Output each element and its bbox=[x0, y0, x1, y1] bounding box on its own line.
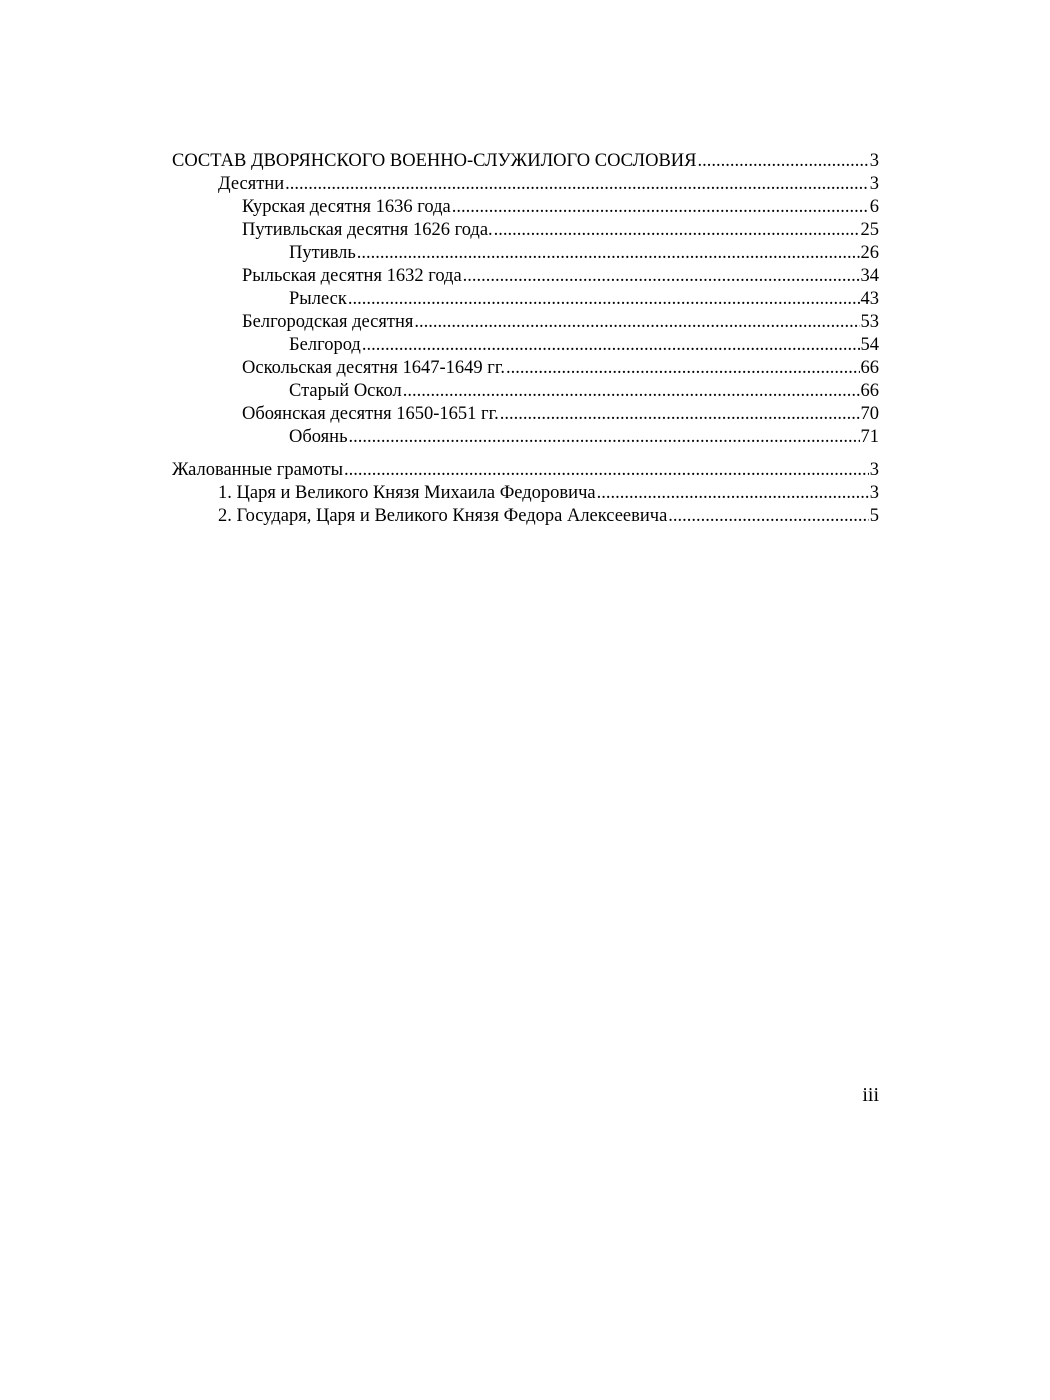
toc-entry-title: Обоянская десятня 1650-1651 гг. bbox=[242, 404, 499, 424]
toc-entry[interactable] bbox=[172, 334, 879, 357]
toc-leader-dots bbox=[452, 196, 869, 219]
toc-leader-dots bbox=[668, 505, 868, 528]
toc-entry-page: 25 bbox=[860, 220, 879, 240]
toc-leader-dots bbox=[344, 459, 869, 482]
toc-entry-page: 34 bbox=[860, 266, 879, 286]
toc-leader-dots bbox=[285, 173, 869, 196]
toc-entry-page: 3 bbox=[869, 483, 879, 503]
toc-entry-page: 43 bbox=[860, 289, 879, 309]
toc-entry[interactable] bbox=[172, 403, 879, 426]
toc-leader-dots bbox=[494, 219, 860, 242]
toc-entry[interactable] bbox=[172, 265, 879, 288]
toc-leader-dots bbox=[357, 242, 860, 265]
toc-entry[interactable] bbox=[172, 380, 879, 403]
toc-entry-title: 1. Царя и Великого Князя Михаила Федоровича bbox=[218, 483, 596, 503]
toc-entry[interactable] bbox=[172, 505, 879, 528]
toc-entry[interactable] bbox=[172, 196, 879, 219]
toc-leader-dots bbox=[362, 334, 860, 357]
toc-entry[interactable] bbox=[172, 426, 879, 449]
toc-leader-dots bbox=[403, 380, 860, 403]
toc-leader-dots bbox=[414, 311, 859, 334]
toc-entry-title: Путивль bbox=[289, 243, 356, 263]
toc-entry-page: 3 bbox=[869, 174, 879, 194]
toc-entry-page: 53 bbox=[860, 312, 879, 332]
toc-entry-page: 26 bbox=[860, 243, 879, 263]
toc-entry-page: 70 bbox=[860, 404, 879, 424]
toc-leader-dots bbox=[597, 482, 869, 505]
table-of-contents bbox=[172, 150, 879, 528]
toc-entry-title: Старый Оскол bbox=[289, 381, 402, 401]
toc-entry[interactable] bbox=[172, 150, 879, 173]
toc-leader-dots bbox=[500, 403, 860, 426]
toc-entry-title: Курская десятня 1636 года bbox=[242, 197, 451, 217]
toc-entry-title: Путивльская десятня 1626 года. bbox=[242, 220, 493, 240]
toc-entry-title: Обоянь bbox=[289, 427, 348, 447]
toc-entry-title: Белгород bbox=[289, 335, 361, 355]
toc-entry-title: Белгородская десятня bbox=[242, 312, 414, 332]
toc-leader-dots bbox=[348, 288, 860, 311]
toc-entry[interactable] bbox=[172, 357, 879, 380]
toc-leader-dots bbox=[506, 357, 860, 380]
toc-entry[interactable] bbox=[172, 173, 879, 196]
toc-leader-dots bbox=[349, 426, 860, 449]
toc-leader-dots bbox=[463, 265, 860, 288]
toc-entry-page: 54 bbox=[860, 335, 879, 355]
toc-entry-title: Оскольская десятня 1647-1649 гг. bbox=[242, 358, 505, 378]
toc-entry-page: 71 bbox=[860, 427, 879, 447]
toc-entry[interactable] bbox=[172, 482, 879, 505]
toc-entry-title: Рылеск bbox=[289, 289, 347, 309]
toc-entry[interactable] bbox=[172, 459, 879, 482]
toc-leader-dots bbox=[698, 150, 869, 173]
toc-entry-page: 3 bbox=[869, 460, 879, 480]
toc-entry[interactable] bbox=[172, 288, 879, 311]
toc-entry-page: 5 bbox=[869, 506, 879, 526]
toc-entry-title: Жалованные грамоты bbox=[172, 460, 344, 480]
toc-entry-title: СОСТАВ ДВОРЯНСКОГО ВОЕННО-СЛУЖИЛОГО СОСЛОВИЯ bbox=[172, 151, 697, 171]
page-number: iii bbox=[862, 1084, 879, 1106]
toc-entry[interactable] bbox=[172, 219, 879, 242]
toc-entry[interactable] bbox=[172, 242, 879, 265]
toc-entry-title: Рыльская десятня 1632 года bbox=[242, 266, 462, 286]
toc-entry-page: 66 bbox=[860, 381, 879, 401]
toc-entry-page: 6 bbox=[869, 197, 879, 217]
toc-entry-page: 3 bbox=[869, 151, 879, 171]
toc-entry-page: 66 bbox=[860, 358, 879, 378]
toc-entry-title: 2. Государя, Царя и Великого Князя Федора Алексеевича bbox=[218, 506, 668, 526]
toc-entry[interactable] bbox=[172, 311, 879, 334]
toc-entry-title: Десятни bbox=[218, 174, 285, 194]
